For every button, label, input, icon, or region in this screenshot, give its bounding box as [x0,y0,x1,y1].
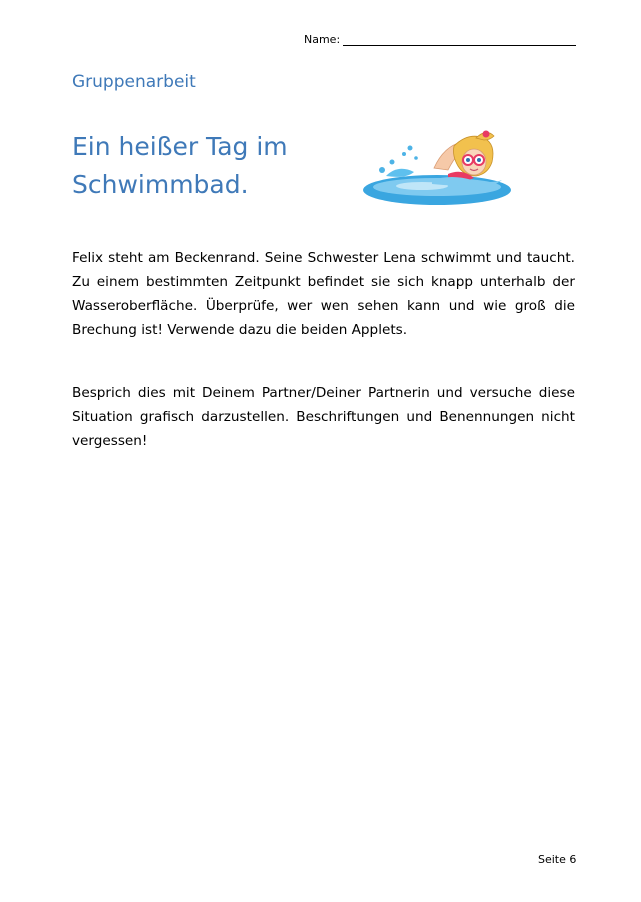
title-line-2: Schwimmbad. [72,170,249,199]
page-number: Seite 6 [538,853,577,866]
task-paragraph: Felix steht am Beckenrand. Seine Schwester Lena schwimmt und taucht. Zu einem bestimmten Zeitpunkt befindet sie sich knapp unterhalb der Wasseroberfläche. Überprüfe, wer wen sehen kann und wie groß die Brechung ist! Verwende dazu die beiden Applets. [72,250,575,338]
name-field[interactable] [304,30,576,46]
instruction-paragraph: Besprich dies mit Deinem Partner/Deiner Partnerin und versuche diese Situation grafisch darzustellen. Beschriftungen und Benennungen nicht vergessen! [72,385,575,449]
page-title [72,128,352,204]
section-label: Gruppenarbeit [72,72,196,92]
name-underline[interactable] [343,34,576,46]
name-label: Name: [304,33,341,46]
swimmer-girl-icon [362,124,512,210]
title-line-1: Ein heißer Tag im [72,132,288,161]
